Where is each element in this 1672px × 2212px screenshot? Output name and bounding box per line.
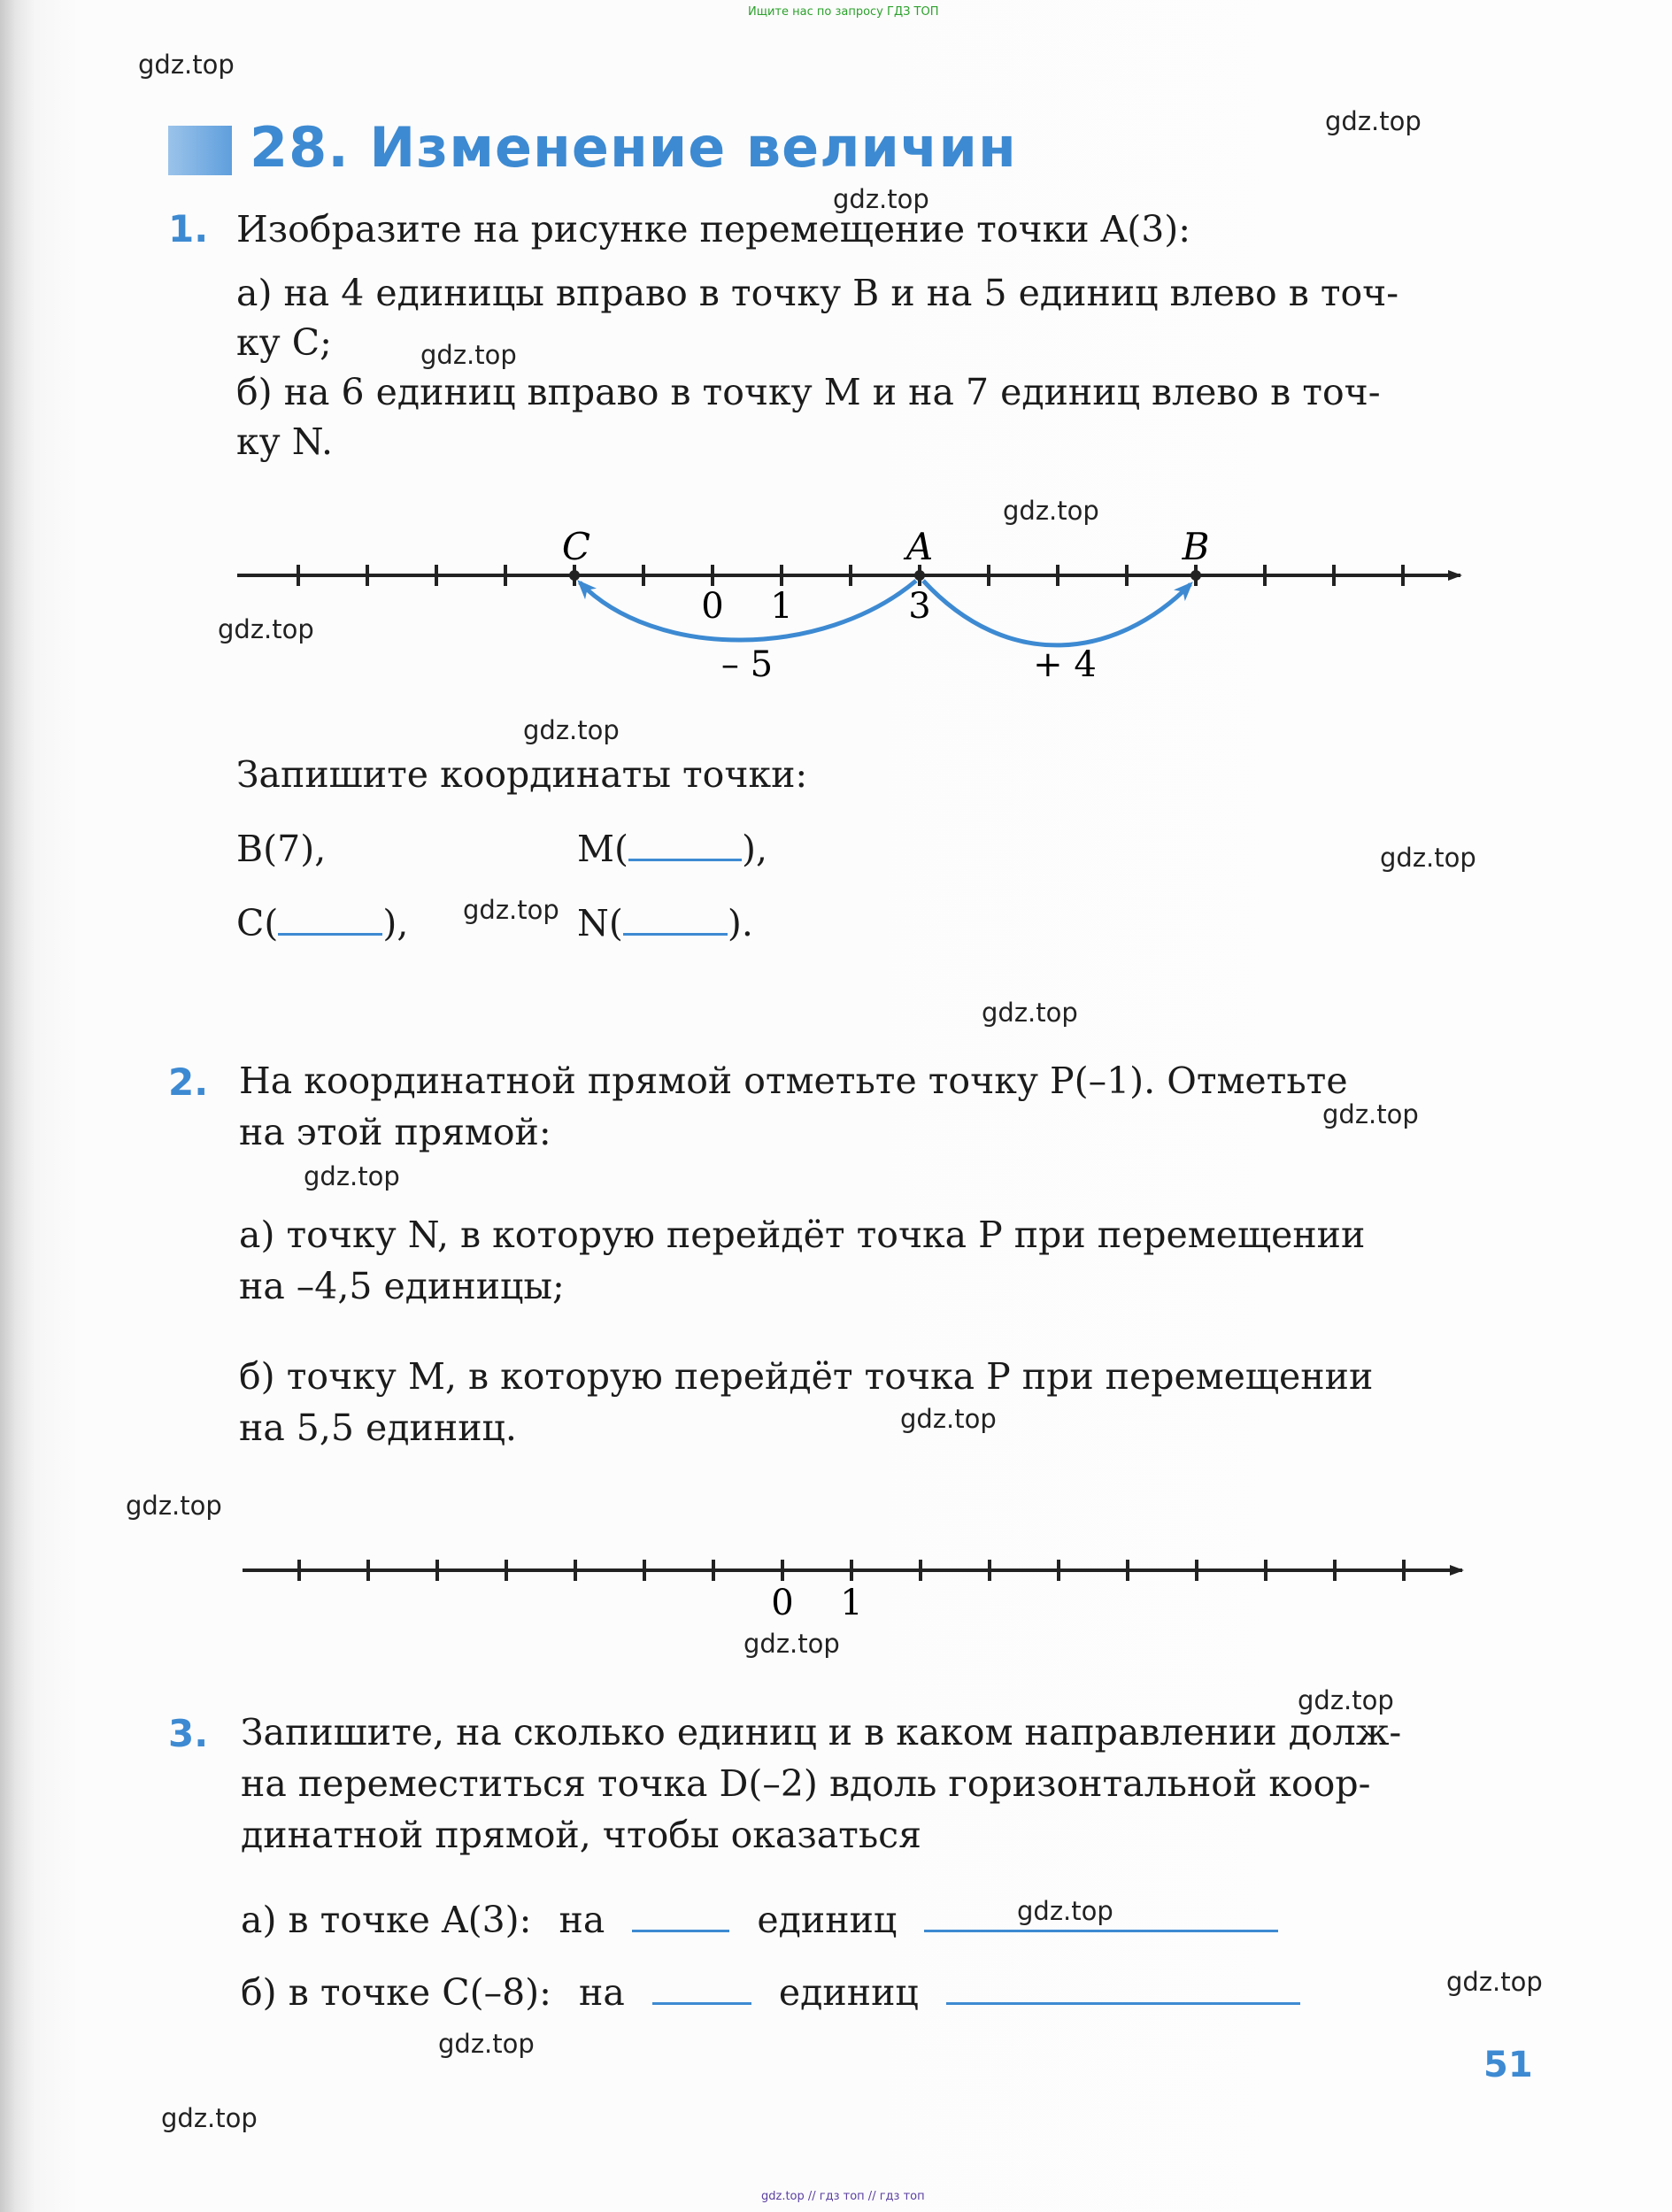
watermark: gdz.top	[900, 1404, 997, 1434]
task-number: 2.	[168, 1060, 209, 1104]
watermark: gdz.top	[1325, 106, 1422, 136]
tick-label-1: 1	[770, 586, 793, 627]
watermark: gdz.top	[218, 614, 314, 644]
arc-label-plus4: + 4	[1033, 644, 1097, 685]
arc-label-minus5: – 5	[720, 644, 774, 685]
point-dot	[1190, 570, 1201, 581]
watermark: gdz.top	[744, 1629, 840, 1659]
answer-n-blank[interactable]	[623, 901, 728, 936]
top-banner[interactable]: Ищите нас по запросу ГДЗ ТОП	[748, 5, 939, 19]
answer-c-close: ),	[382, 902, 409, 944]
task3-line: на переместиться точка D(–2) вдоль горизонтальной коор-	[241, 1762, 1371, 1805]
page-number: 51	[1483, 2045, 1533, 2085]
answer-c	[236, 898, 408, 949]
task3-a-na: на	[559, 1899, 605, 1941]
watermark: gdz.top	[1380, 843, 1476, 873]
watermark: gdz.top	[833, 184, 929, 214]
task3-b-direction-blank[interactable]	[946, 1970, 1300, 2005]
watermark: gdz.top	[982, 998, 1078, 1028]
task2-line: на –4,5 единицы;	[239, 1265, 565, 1307]
task1-line: ку N.	[236, 420, 334, 463]
task-number: 3.	[168, 1712, 209, 1755]
answer-m-close: ),	[741, 828, 768, 870]
bottom-banner[interactable]: gdz.top // гдз топ // гдз топ	[761, 2190, 925, 2203]
answer-n	[577, 898, 753, 949]
watermark: gdz.top	[138, 50, 235, 80]
watermark: gdz.top	[438, 2029, 535, 2059]
answer-n-label: N(	[577, 902, 623, 944]
watermark: gdz.top	[420, 340, 517, 370]
point-label-a: A	[905, 525, 934, 568]
tick-label-1: 1	[840, 1583, 863, 1623]
task3-line: динатной прямой, чтобы оказаться	[241, 1814, 922, 1856]
number-line-2[interactable]	[230, 1540, 1487, 1638]
watermark: gdz.top	[126, 1491, 222, 1521]
task3-answer-a	[241, 1894, 1278, 1946]
task1-line: б) на 6 единиц вправо в точку M и на 7 единиц влево в точ-	[236, 371, 1381, 413]
watermark: gdz.top	[1298, 1685, 1394, 1715]
tick-label-0: 0	[701, 586, 724, 627]
task3-b-prefix: б) в точке C(–8):	[241, 1971, 551, 2014]
task2-line: на 5,5 единиц.	[239, 1407, 517, 1449]
answer-c-blank[interactable]	[278, 901, 382, 936]
point-label-b: B	[1182, 525, 1210, 568]
answer-m-label: M(	[577, 828, 628, 870]
answer-m	[577, 823, 767, 875]
task2-line: б) точку M, в которую перейдёт точка P при перемещении	[239, 1355, 1374, 1398]
task1-line: а) на 4 единицы вправо в точку B и на 5 единиц влево в точ-	[236, 272, 1399, 314]
watermark: gdz.top	[161, 2103, 258, 2133]
answer-m-blank[interactable]	[628, 827, 742, 861]
point-dot	[914, 570, 925, 581]
watermark: gdz.top	[1446, 1967, 1543, 1997]
watermark: gdz.top	[1322, 1099, 1419, 1129]
task3-line: Запишите, на сколько единиц и в каком направлении долж-	[241, 1711, 1402, 1753]
tick-label-0: 0	[771, 1583, 794, 1623]
task3-a-prefix: а) в точке A(3):	[241, 1899, 532, 1941]
task2-line: а) точку N, в которую перейдёт точка P при перемещении	[239, 1214, 1366, 1256]
task-number: 1.	[168, 207, 209, 250]
watermark: gdz.top	[1003, 496, 1099, 526]
watermark: gdz.top	[1017, 1896, 1113, 1926]
watermark: gdz.top	[523, 715, 620, 745]
answer-b: B(7),	[236, 828, 327, 870]
task3-b-units-blank[interactable]	[652, 1970, 751, 2005]
watermark: gdz.top	[304, 1161, 400, 1191]
task2-line: на этой прямой:	[239, 1111, 551, 1153]
task3-a-units-blank[interactable]	[632, 1898, 729, 1932]
task1-line: Изобразите на рисунке перемещение точки A(3):	[236, 208, 1191, 250]
answer-c-label: C(	[236, 902, 279, 944]
task3-answer-b	[241, 1967, 1300, 2018]
number-line-1	[230, 522, 1487, 690]
task3-b-units: единиц	[778, 1971, 919, 2014]
answer-n-close: ).	[727, 902, 753, 944]
point-dot	[569, 570, 580, 581]
tick-label-3: 3	[908, 586, 931, 627]
task3-a-units: единиц	[757, 1899, 898, 1941]
title-marker	[168, 126, 232, 175]
task1-line: ку C;	[236, 321, 332, 364]
watermark: gdz.top	[463, 895, 559, 925]
task2-line: На координатной прямой отметьте точку P(–1). Отметьте	[239, 1060, 1348, 1102]
task1-prompt: Запишите координаты точки:	[236, 753, 808, 796]
section-title: 28. Изменение величин	[250, 115, 1017, 180]
move-arc-right	[923, 581, 1190, 645]
move-arc-left	[580, 581, 916, 640]
point-label-c: C	[561, 525, 591, 568]
task3-a-direction-blank[interactable]	[924, 1898, 1278, 1932]
task3-b-na: на	[579, 1971, 625, 2014]
